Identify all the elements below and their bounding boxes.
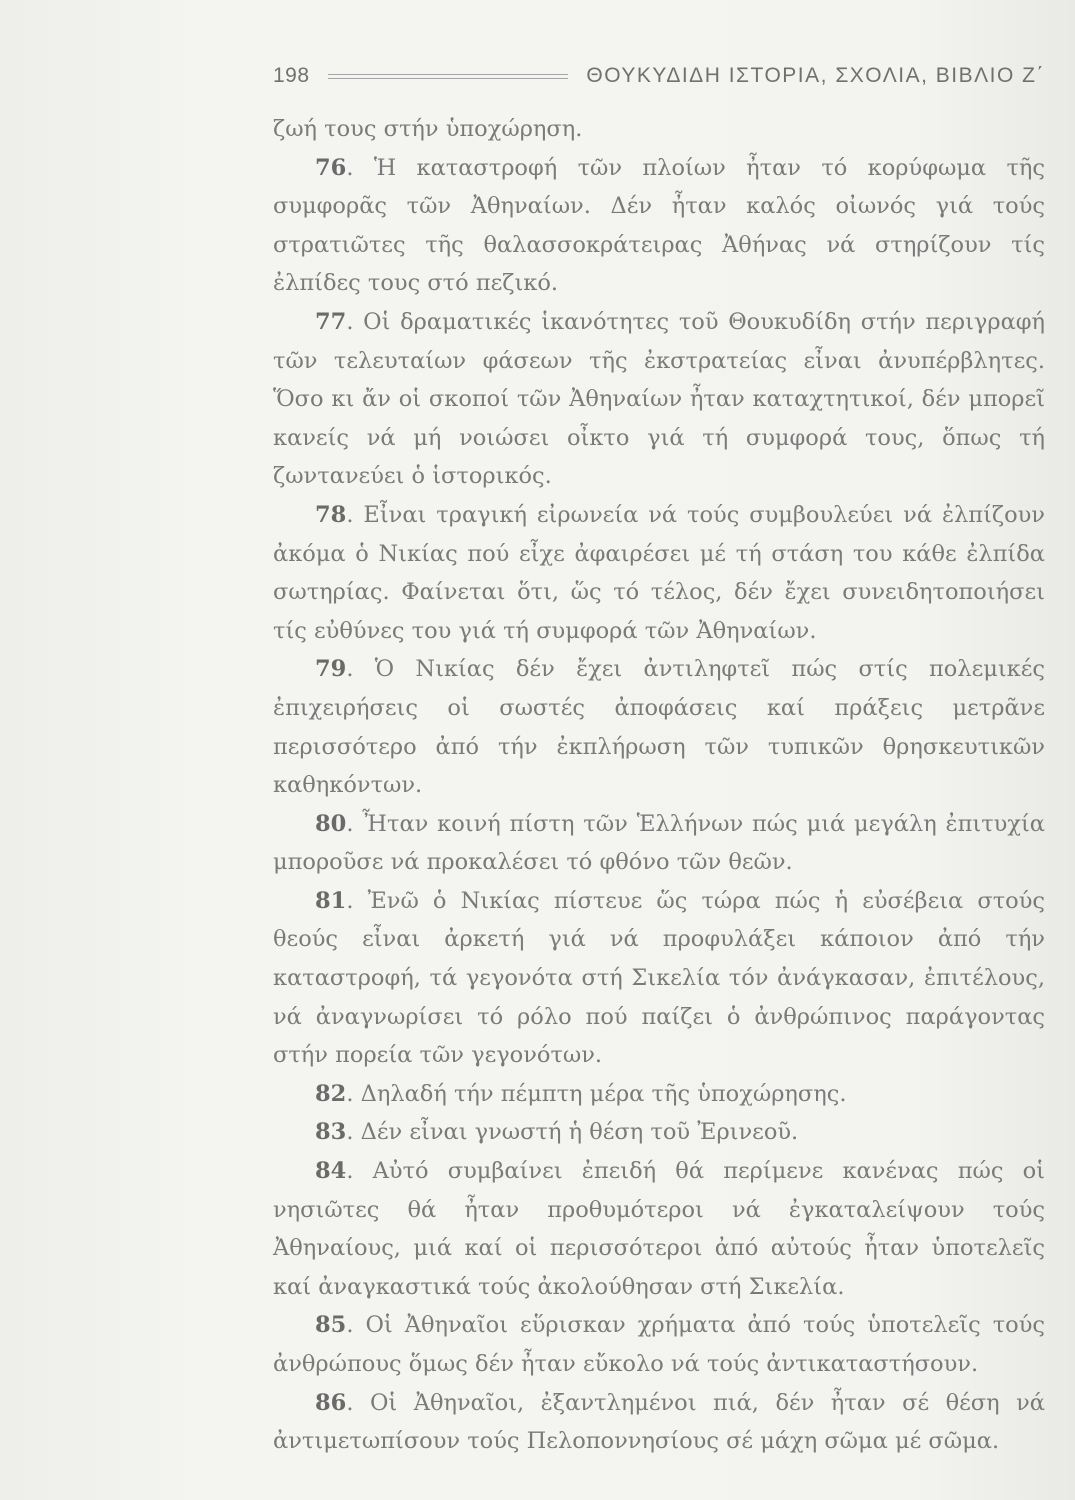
note-83: 83. Δέν εἶναι γνωστή ἡ θέση τοῦ Ἐρινεοῦ. — [315, 1119, 799, 1146]
notes-text — [273, 110, 1045, 1461]
continuation-line: ζωή τους στήν ὑποχώρηση. — [273, 116, 583, 142]
note-84: 84. Αὐτό συμβαίνει ἐπειδή θά περίμενε κανένας πώς οἱ νησιῶτες θά ἦταν προθυμότεροι νά ἐγκαταλείψουν τούς Ἀθηναίους, μιά καί οἱ περισσότεροι ἀπό αὐτούς ἦταν ὑποτελεῖς καί ἀναγκαστικά τούς ἀκολούθησαν στή Σικελία. — [273, 1158, 1045, 1300]
note-81: 81. Ἐνῶ ὁ Νικίας πίστευε ὥς τώρα πώς ἡ εὐσέβεια στούς θεούς εἶναι ἀρκετή γιά νά προφυλάξει κάποιον ἀπό τήν καταστροφή, τά γεγονότα στή Σικελία τόν ἀνάγκασαν, ἐπιτέλους, νά ἀναγνωρίσει τό ρόλο πού παίζει ὁ ἀνθρώπινος παράγοντας στήν πορεία τῶν γεγονότων. — [273, 887, 1045, 1069]
note-number: 83 — [315, 1119, 347, 1146]
note-79: 79. Ὁ Νικίας δέν ἔχει ἀντιληφτεῖ πώς στίς πολεμικές ἐπιχειρήσεις οἱ σωστές ἀποφάσεις καί πράξεις μετρᾶνε περισσότερο ἀπό τήν ἐκπλήρωση τῶν τυπικῶν θρησκευτικῶν καθηκόντων. — [273, 656, 1045, 799]
note-text: Δηλαδή τήν πέμπτη μέρα τῆς ὑποχώρησης. — [360, 1080, 847, 1107]
note-number: 81 — [315, 887, 347, 914]
note-number: 78 — [315, 501, 347, 528]
note-number: 82 — [315, 1080, 347, 1107]
header-rule — [328, 74, 569, 79]
note-77: 77. Οἱ δραματικές ἱκανότητες τοῦ Θουκυδίδη στήν περιγραφή τῶν τελευταίων φάσεων τῆς ἐκστρατείας εἶναι ἀνυπέρβλητες. Ὅσο κι ἄν οἱ σκοποί τῶν Ἀθηναίων ἦταν καταχτητικοί, δέν μπορεῖ κανείς νά μή νοιώσει οἶκτο γιά τή συμφορά τους, ὅπως τή ζωντανεύει ὁ ἱστορικός. — [273, 308, 1045, 490]
note-number: 86 — [315, 1389, 347, 1416]
running-header — [273, 58, 1045, 94]
note-number: 79 — [315, 656, 347, 683]
note-80: 80. Ἦταν κοινή πίστη τῶν Ἑλλήνων πώς μιά μεγάλη ἐπιτυχία μποροῦσε νά προκαλέσει τό φθόνο τῶν θεῶν. — [273, 810, 1045, 876]
note-number: 80 — [315, 810, 347, 837]
note-text: Οἱ Ἀθηναῖοι εὕρισκαν χρήματα ἀπό τούς ὑποτελεῖς τούς ἀνθρώπους ὅμως δέν ἦταν εὔκολο νά τούς ἀντικαταστήσουν. — [273, 1312, 1045, 1377]
note-86: 86. Οἱ Ἀθηναῖοι, ἐξαντλημένοι πιά, δέν ἦταν σέ θέση νά ἀντιμετωπίσουν τούς Πελοποννησίους σέ μάχη σῶμα μέ σῶμα. — [273, 1389, 1045, 1455]
note-text: Ἦταν κοινή πίστη τῶν Ἑλλήνων πώς μιά μεγάλη ἐπιτυχία μποροῦσε νά προκαλέσει τό φθόνο τῶν θεῶν. — [273, 810, 1045, 876]
page-number: 198 — [273, 64, 310, 87]
note-78: 78. Εἶναι τραγική εἰρωνεία νά τούς συμβουλεύει νά ἐλπίζουν ἀκόμα ὁ Νικίας πού εἶχε ἀφαιρέσει μέ τή στάση του κάθε ἐλπίδα σωτηρίας. Φαίνεται ὅτι, ὥς τό τέλος, δέν ἔχει συνειδητοποιήσει τίς εὐθύνες του γιά τή συμφορά τῶν Ἀθηναίων. — [273, 501, 1045, 644]
note-85: 85. Οἱ Ἀθηναῖοι εὕρισκαν χρήματα ἀπό τούς ὑποτελεῖς τούς ἀνθρώπους ὅμως δέν ἦταν εὔκολο νά τούς ἀντικαταστήσουν. — [273, 1312, 1045, 1377]
note-number: 77 — [315, 308, 347, 335]
note-text: Δέν εἶναι γνωστή ἡ θέση τοῦ Ἐρινεοῦ. — [360, 1119, 799, 1146]
note-number: 85 — [315, 1312, 347, 1339]
running-title: ΘΟΥΚΥΔΙΔΗ ΙΣΤΟΡΙΑ, ΣΧΟΛΙΑ, ΒΙΒΛΙΟ Ζ΄ — [586, 64, 1045, 87]
note-text: Ὁ Νικίας δέν ἔχει ἀντιληφτεῖ πώς στίς πολεμικές ἐπιχειρήσεις οἱ σωστές ἀποφάσεις καί πράξεις μετρᾶνε περισσότερο ἀπό τήν ἐκπλήρωση τῶν τυπικῶν θρησκευτικῶν καθηκόντων. — [273, 656, 1045, 799]
note-text: Οἱ Ἀθηναῖοι, ἐξαντλημένοι πιά, δέν ἦταν σέ θέση νά ἀντιμετωπίσουν τούς Πελοποννησίους σέ μάχη σῶμα μέ σῶμα. — [273, 1389, 1045, 1455]
note-82: 82. Δηλαδή τήν πέμπτη μέρα τῆς ὑποχώρησης. — [315, 1080, 847, 1107]
note-text: Ἐνῶ ὁ Νικίας πίστευε ὥς τώρα πώς ἡ εὐσέβεια στούς θεούς εἶναι ἀρκετή γιά νά προφυλάξει κάποιον ἀπό τήν καταστροφή, τά γεγονότα στή Σικελία τόν ἀνάγκασαν, ἐπιτέλους, νά ἀναγνωρίσει τό ρόλο πού παίζει ὁ ἀνθρώπινος παράγοντας στήν πορεία τῶν γεγονότων. — [273, 887, 1045, 1069]
note-text: Οἱ δραματικές ἱκανότητες τοῦ Θουκυδίδη στήν περιγραφή τῶν τελευταίων φάσεων τῆς ἐκστρατείας εἶναι ἀνυπέρβλητες. Ὅσο κι ἄν οἱ σκοποί τῶν Ἀθηναίων ἦταν καταχτητικοί, δέν μπορεῖ κανείς νά μή νοιώσει οἶκτο γιά τή συμφορά τους, ὅπως τή ζωντανεύει ὁ ἱστορικός. — [273, 308, 1045, 490]
note-76: 76. Ἡ καταστροφή τῶν πλοίων ἦταν τό κορύφωμα τῆς συμφορᾶς τῶν Ἀθηναίων. Δέν ἦταν καλός οἰωνός γιά τούς στρατιῶτες τῆς θαλασσοκράτειρας Ἀθήνας νά στηρίζουν τίς ἐλπίδες τους στό πεζικό. — [273, 154, 1045, 297]
note-number: 76 — [315, 154, 347, 181]
note-number: 84 — [315, 1158, 347, 1185]
note-text: Αὐτό συμβαίνει ἐπειδή θά περίμενε κανένας πώς οἱ νησιῶτες θά ἦταν προθυμότεροι νά ἐγκαταλείψουν τούς Ἀθηναίους, μιά καί οἱ περισσότεροι ἀπό αὐτούς ἦταν ὑποτελεῖς καί ἀναγκαστικά τούς ἀκολούθησαν στή Σικελία. — [273, 1158, 1045, 1300]
note-text: Ἡ καταστροφή τῶν πλοίων ἦταν τό κορύφωμα τῆς συμφορᾶς τῶν Ἀθηναίων. Δέν ἦταν καλός οἰωνός γιά τούς στρατιῶτες τῆς θαλασσοκράτειρας Ἀθήνας νά στηρίζουν τίς ἐλπίδες τους στό πεζικό. — [273, 154, 1045, 297]
note-text: Εἶναι τραγική εἰρωνεία νά τούς συμβουλεύει νά ἐλπίζουν ἀκόμα ὁ Νικίας πού εἶχε ἀφαιρέσει μέ τή στάση του κάθε ἐλπίδα σωτηρίας. Φαίνεται ὅτι, ὥς τό τέλος, δέν ἔχει συνειδητοποιήσει τίς εὐθύνες του γιά τή συμφορά τῶν Ἀθηναίων. — [273, 501, 1045, 644]
